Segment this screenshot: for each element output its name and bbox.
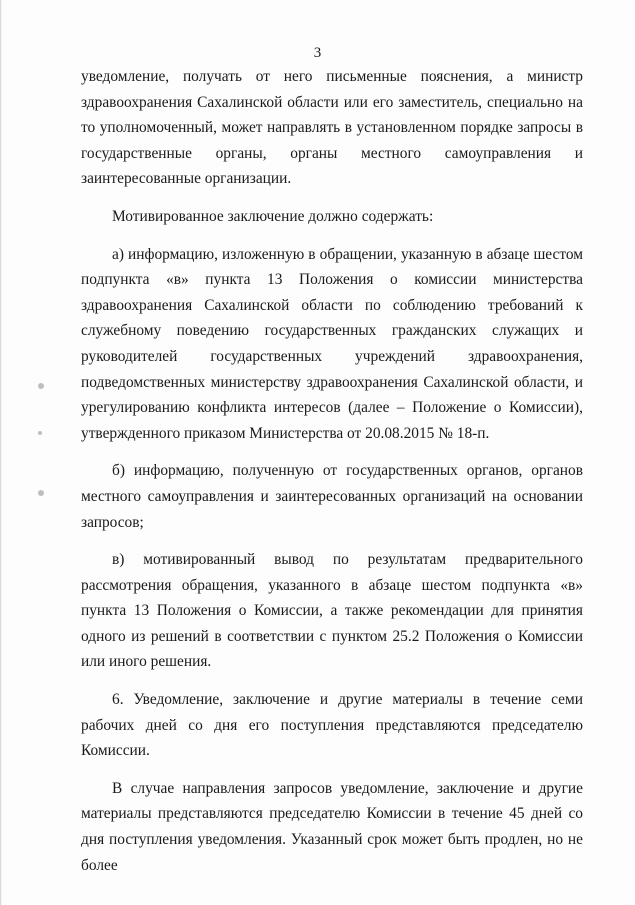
paragraph-continuation: уведомление, получать от него письменные пояснения, а министр здравоохранения Сахалинской области или его заместитель, специально на то уполномоченный, может направлять в установленном порядке запросы в государственные органы, органы местного самоуправления и заинтересованные организации.: [81, 68, 583, 188]
paragraph-item-v: в) мотивированный вывод по результатам предварительного рассмотрения обращения, указанного в абзаце шестом подпункта «в» пункта 13 Положения о Комиссии, а также рекомендации для принятия одного из решений в соответствии с пунктом 25.2 Положения о Комиссии или иного решения.: [81, 551, 583, 671]
paragraph-clause-6: 6. Уведомление, заключение и другие материалы в течение семи рабочих дней со дня его поступления представляются председателю Комиссии.: [81, 691, 583, 760]
paragraph-requests-case: В случае направления запросов уведомление, заключение и другие материалы представляются председателю Комиссии в течение 45 дней со дня поступления уведомления. Указанный срок может быть продлен, но не более: [81, 779, 583, 874]
paragraph-item-b: б) информацию, полученную от государственных органов, органов местного самоуправления и заинтересованных организаций на основании запросов;: [81, 462, 583, 531]
margin-speck: [38, 490, 44, 496]
margin-speck: [38, 383, 44, 389]
margin-speck: [38, 431, 42, 435]
paragraph-conclusion-intro: Мотивированное заключение должно содержать:: [112, 207, 434, 225]
page-edge-shadow: [0, 0, 2, 905]
document-body: [81, 64, 583, 878]
paragraph-item-a: а) информацию, изложенную в обращении, указанную в абзаце шестом подпункта «в» пункта 13 Положения о комиссии министерства здравоохранения Сахалинской области по соблюдению требований к служебному поведению государственных гражданских служащих и руководителей государственных учреждений здравоохранения, подведомственных министерству здравоохранения Сахалинской области, и урегулированию конфликта интересов (далее – Положение о Комиссии), утвержденного приказом Министерства от 20.08.2015 № 18-п.: [81, 245, 583, 442]
page-number: 3: [313, 45, 322, 61]
